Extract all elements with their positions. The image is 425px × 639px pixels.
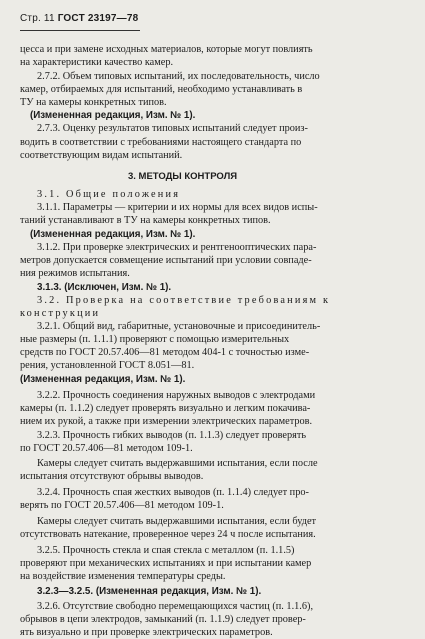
standard-number: ГОСТ 23197—78 [57, 13, 139, 24]
header-rule [20, 30, 140, 31]
page-header [20, 13, 138, 24]
document-page: Стр. 11 ГОСТ 23197—78 цесса и при замене исходных материалов, которые могут повлиять на характеристики качество камер. 2.7.2. Объем типовых испытаний, их последовательность, число камер, отбираемых для испытаний, необходимо устанавливать в ТУ на камеры конкретных типов. (Измененная редакция, Изм. № 1). 2.7.3. Оценку результатов типовых испытаний следует произ- водить в соответствии с требованиями настоящего стандарта по соответствующим видам испытаний. 3. МЕТОДЫ КОНТРОЛЯ 3.1. Общие положения 3.1.1. Параметры — критерии и их нормы для всех видов испы- таний устанавливают в ТУ на камеры конкретных типов. (Измененная редакция, Изм. № 1). 3.1.2. При проверке электрических и рентгенооптических пара- метров допускается совмещение испытаний при условии совпаде- ния режимов испытания. 3.1.3. (Исключен, Изм. № 1). 3.2. Проверка на соответствие требованиям к конструкции 3.2.1. Общий вид, габаритные, установочные и присоединитель- ные размеры (п. 1.1.1) проверяют с помощью измерительных средств по ГОСТ 20.57.406—81 методом 404-1 с точностью изме- рения, установленной ГОСТ 8.051—81. (Измененная редакция, Изм. № 1). 3.2.2. Прочность соединения наружных выводов с электродами камеры (п. 1.1.2) следует проверять визуально и легким покачива- нием их рукой, а также при измерении электрических параметров. 3.2.3. Прочность гибких выводов (п. 1.1.3) следует проверять по ГОСТ 20.57.406—81 методом 109-1. Камеры следует считать выдержавшими испытания, если после испытания отсутствуют обрывы выводов. 3.2.4. Прочность спая жестких выводов (п. 1.1.4) следует про- верять по ГОСТ 20.57.406—81 методом 109-1. Камеры следует считать выдержавшими испытания, если будет отсутствовать натекание, проверенное через 24 ч после испытания. 3.2.5. Прочность стекла и спая стекла с металлом (п. 1.1.5) проверяют при механических испытаниях и при испытании камер на воздействие изменения температуры среды. 3.2.3—3.2.5. (Измененная редакция, Изм. № 1). 3.2.6. Отсутствие свободно перемещающихся частиц (п. 1.1.6), обрывов в цепи электродов, замыканий (п. 1.1.9) следует провер- ять визуально и при проверке электрических параметров. [20, 13, 331, 638]
page-number: Стр. 11 [20, 13, 55, 24]
